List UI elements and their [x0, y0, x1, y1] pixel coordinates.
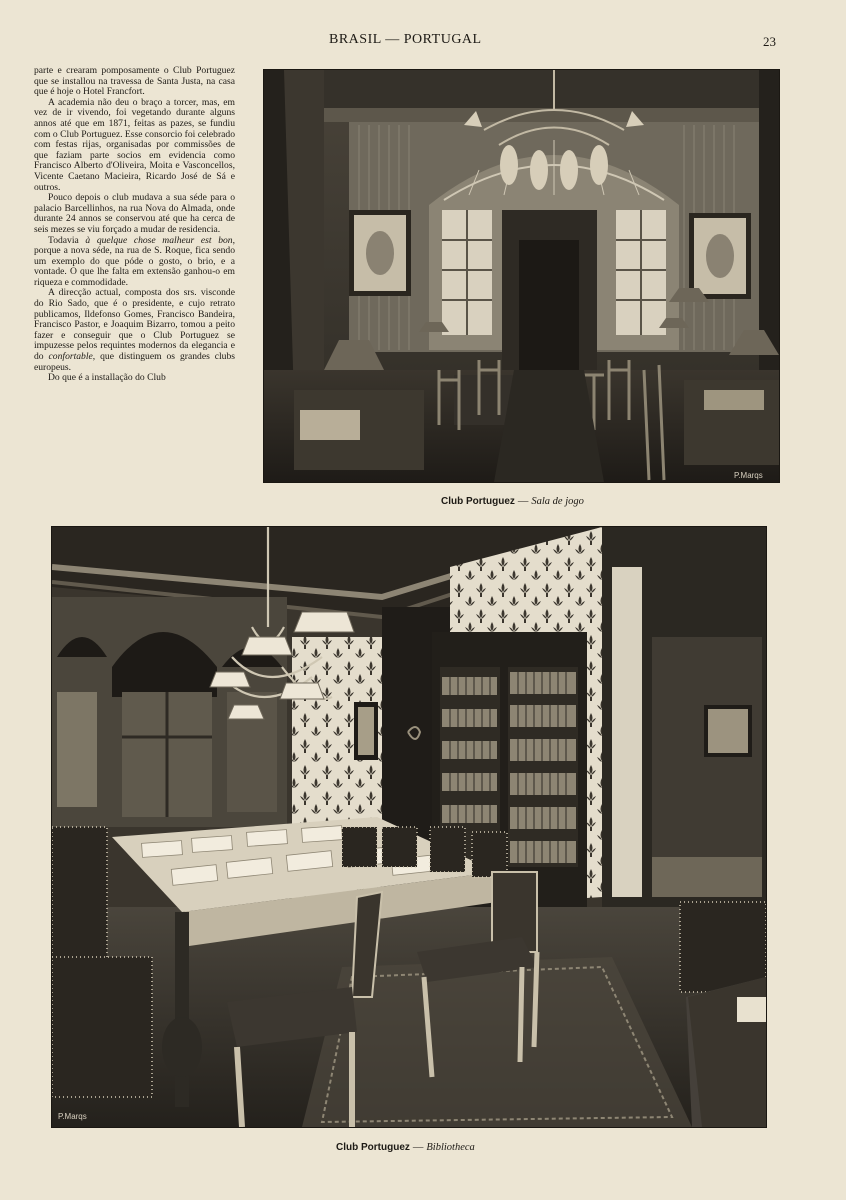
- caption-dash: —: [517, 496, 529, 507]
- bibliotheca-engraving: [52, 527, 766, 1127]
- italic-phrase: à quelque chose malheur est bon: [85, 234, 233, 246]
- text-run: Do que é a installação do Club: [48, 372, 166, 384]
- sala-de-jogo-engraving: [264, 70, 779, 482]
- text-run: Todavia: [48, 234, 86, 246]
- photo-signature: P.Marqs: [734, 471, 763, 480]
- page-number: 23: [763, 34, 776, 49]
- caption-room-name: Sala de jogo: [531, 496, 584, 507]
- article-paragraph: [34, 236, 235, 289]
- article-paragraph: [34, 193, 235, 235]
- caption-sala-de-jogo: [441, 496, 584, 507]
- caption-dash: —: [412, 1142, 424, 1153]
- article-paragraph: [34, 373, 235, 384]
- article-text-column: [34, 66, 235, 384]
- text-run: , porque a nova séde, na rua de S. Roque, fica sendo um exemplo do que póde o gosto, o brio, e a vontade. O que lhe falta em extensão ganhou-o em riqueza e commodidade.: [34, 234, 235, 288]
- caption-club-name: Club Portuguez: [441, 496, 515, 507]
- caption-club-name: Club Portuguez: [336, 1142, 410, 1153]
- caption-room-name: Bibliotheca: [426, 1142, 475, 1153]
- article-paragraph: [34, 288, 235, 373]
- text-run: , que distinguem os grandes clubs europeus.: [34, 351, 235, 373]
- text-run: A direcção actual, composta dos srs. visconde do Rio Sado, que é o presidente, e cujo retrato publicamos, Ildefonso Gomes, Francisco Bandeira, Francisco Pastor, e Joaquim Bizarro, tomou a peito fazer e conseguir que o Club Portuguez se impuzesse pelos requintes modernos da elegancia e do: [34, 287, 235, 363]
- text-run: A academia não deu o braço a torcer, mas, em vez de ir vivendo, foi vegetando durante alguns annos até que em 1871, feitas as pazes, se fundiu com o Club Portuguez. Esse consorcio foi celebrado com festas rijas, organisadas por commissões de que faziam parte socios em evidencia como Francisco Alberto d'Oliveira, Moita e Vasconcellos, Vicente Caetano Macieira, Ricardo José de Sá e outros.: [34, 96, 235, 193]
- publication-title: BRASIL — PORTUGAL: [329, 32, 482, 47]
- photo-sala-de-jogo: [264, 70, 779, 482]
- text-run: parte e crearam pomposamente o Club Portuguez que se installou na travessa de Santa Justa, na casa que é hoje o Hotel Francfort.: [34, 65, 235, 98]
- page-header: [0, 32, 846, 52]
- photo-signature: P.Marqs: [58, 1112, 87, 1121]
- photo-bibliotheca: [52, 527, 766, 1127]
- article-paragraph: [34, 66, 235, 98]
- article-paragraph: [34, 98, 235, 193]
- italic-phrase: confortable: [48, 351, 93, 363]
- text-run: Pouco depois o club mudava a sua séde para o palacio Barcellinhos, na rua Nova do Almada, onde durante 24 annos se conservou até que ha cerca de seis mezes se viu forçado a mudar de residencia.: [34, 192, 235, 235]
- caption-bibliotheca: [336, 1142, 475, 1153]
